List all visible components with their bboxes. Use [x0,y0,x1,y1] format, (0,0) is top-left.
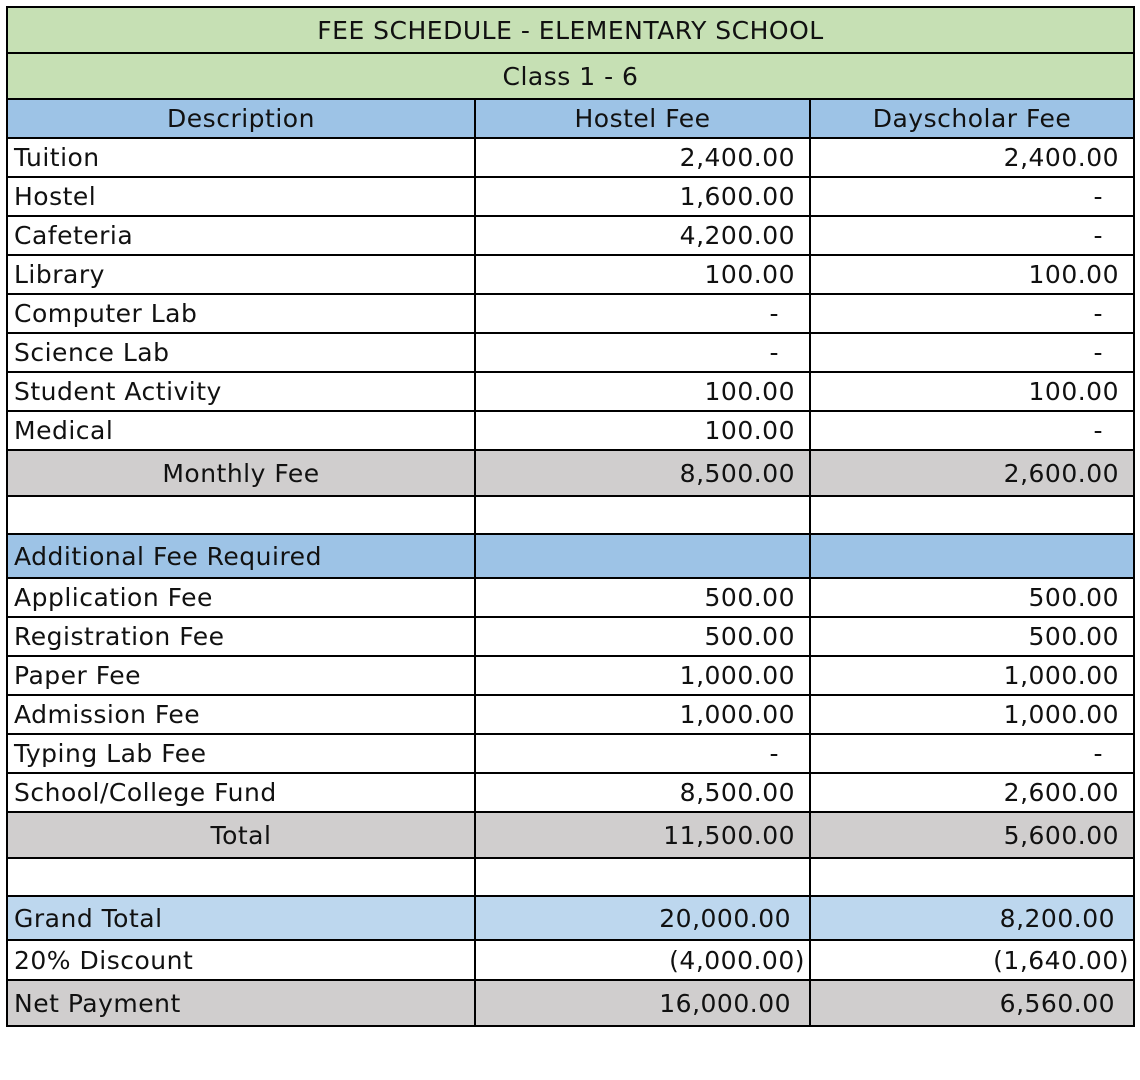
header-dayscholar-fee: Dayscholar Fee [810,99,1134,138]
dayscholar-fee-cell: - [810,411,1134,450]
hostel-fee-cell: 500.00 [475,617,810,656]
additional-total [7,812,1134,858]
hostel-fee-cell: 8,500.00 [475,773,810,812]
net-payment [7,980,1134,1026]
hostel-fee-cell: - [475,333,810,372]
discount-dayscholar: (1,640.00) [810,940,1134,980]
dayscholar-fee-cell: - [810,734,1134,773]
additional-fee-row [7,695,1134,734]
additional-fee-heading: Additional Fee Required [7,534,475,578]
header-row [7,99,1134,138]
monthly-fee-total-hostel: 8,500.00 [475,450,810,496]
fee-schedule-table [6,6,1135,1027]
dayscholar-fee-cell: 100.00 [810,255,1134,294]
row-label: Tuition [7,138,475,177]
hostel-fee-cell: 1,000.00 [475,656,810,695]
hostel-fee-cell: 1,600.00 [475,177,810,216]
hostel-fee-cell: 100.00 [475,255,810,294]
row-label: Registration Fee [7,617,475,656]
additional-total-dayscholar: 5,600.00 [810,812,1134,858]
monthly-fee-row [7,294,1134,333]
dayscholar-fee-cell: 500.00 [810,617,1134,656]
blank-cell [7,858,475,896]
blank-row [7,496,1134,534]
additional-fee-row [7,773,1134,812]
additional-fee-heading-row [7,534,1134,578]
dayscholar-fee-cell: - [810,177,1134,216]
hostel-fee-cell: 100.00 [475,372,810,411]
net-payment-dayscholar: 6,560.00 [810,980,1134,1026]
additional-fee-row [7,656,1134,695]
grand-total [7,896,1134,940]
net-payment-hostel: 16,000.00 [475,980,810,1026]
monthly-fee-row [7,177,1134,216]
blank-cell [475,534,810,578]
hostel-fee-cell: 100.00 [475,411,810,450]
additional-total-hostel: 11,500.00 [475,812,810,858]
monthly-fee-row [7,333,1134,372]
sheet-title: FEE SCHEDULE - ELEMENTARY SCHOOL [7,7,1134,53]
blank-cell [810,496,1134,534]
row-label: Medical [7,411,475,450]
hostel-fee-cell: 1,000.00 [475,695,810,734]
dayscholar-fee-cell: - [810,216,1134,255]
monthly-fee-row [7,216,1134,255]
discount-label: 20% Discount [7,940,475,980]
row-label: School/College Fund [7,773,475,812]
row-label: Admission Fee [7,695,475,734]
additional-total-label: Total [7,812,475,858]
title-row [7,7,1134,53]
monthly-fee-row [7,255,1134,294]
monthly-fee-total [7,450,1134,496]
row-label: Student Activity [7,372,475,411]
hostel-fee-cell: - [475,734,810,773]
monthly-fee-row [7,372,1134,411]
row-label: Paper Fee [7,656,475,695]
dayscholar-fee-cell: 1,000.00 [810,656,1134,695]
grand-total-dayscholar: 8,200.00 [810,896,1134,940]
blank-row [7,858,1134,896]
hostel-fee-cell: 4,200.00 [475,216,810,255]
hostel-fee-cell: - [475,294,810,333]
dayscholar-fee-cell: 100.00 [810,372,1134,411]
class-range: Class 1 - 6 [7,53,1134,99]
grand-total-label: Grand Total [7,896,475,940]
blank-cell [7,496,475,534]
row-label: Cafeteria [7,216,475,255]
monthly-fee-row [7,411,1134,450]
dayscholar-fee-cell: - [810,333,1134,372]
additional-fee-row [7,734,1134,773]
net-payment-label: Net Payment [7,980,475,1026]
monthly-fee-row [7,138,1134,177]
row-label: Library [7,255,475,294]
dayscholar-fee-cell: 2,400.00 [810,138,1134,177]
hostel-fee-cell: 500.00 [475,578,810,617]
discount [7,940,1134,980]
dayscholar-fee-cell: 500.00 [810,578,1134,617]
discount-hostel: (4,000.00) [475,940,810,980]
monthly-fee-total-dayscholar: 2,600.00 [810,450,1134,496]
row-label: Computer Lab [7,294,475,333]
header-description: Description [7,99,475,138]
row-label: Application Fee [7,578,475,617]
hostel-fee-cell: 2,400.00 [475,138,810,177]
blank-cell [475,496,810,534]
row-label: Hostel [7,177,475,216]
monthly-fee-total-label: Monthly Fee [7,450,475,496]
grand-total-hostel: 20,000.00 [475,896,810,940]
dayscholar-fee-cell: 1,000.00 [810,695,1134,734]
row-label: Typing Lab Fee [7,734,475,773]
blank-cell [810,534,1134,578]
blank-cell [475,858,810,896]
dayscholar-fee-cell: - [810,294,1134,333]
row-label: Science Lab [7,333,475,372]
header-hostel-fee: Hostel Fee [475,99,810,138]
additional-fee-row [7,578,1134,617]
class-row [7,53,1134,99]
additional-fee-row [7,617,1134,656]
dayscholar-fee-cell: 2,600.00 [810,773,1134,812]
blank-cell [810,858,1134,896]
